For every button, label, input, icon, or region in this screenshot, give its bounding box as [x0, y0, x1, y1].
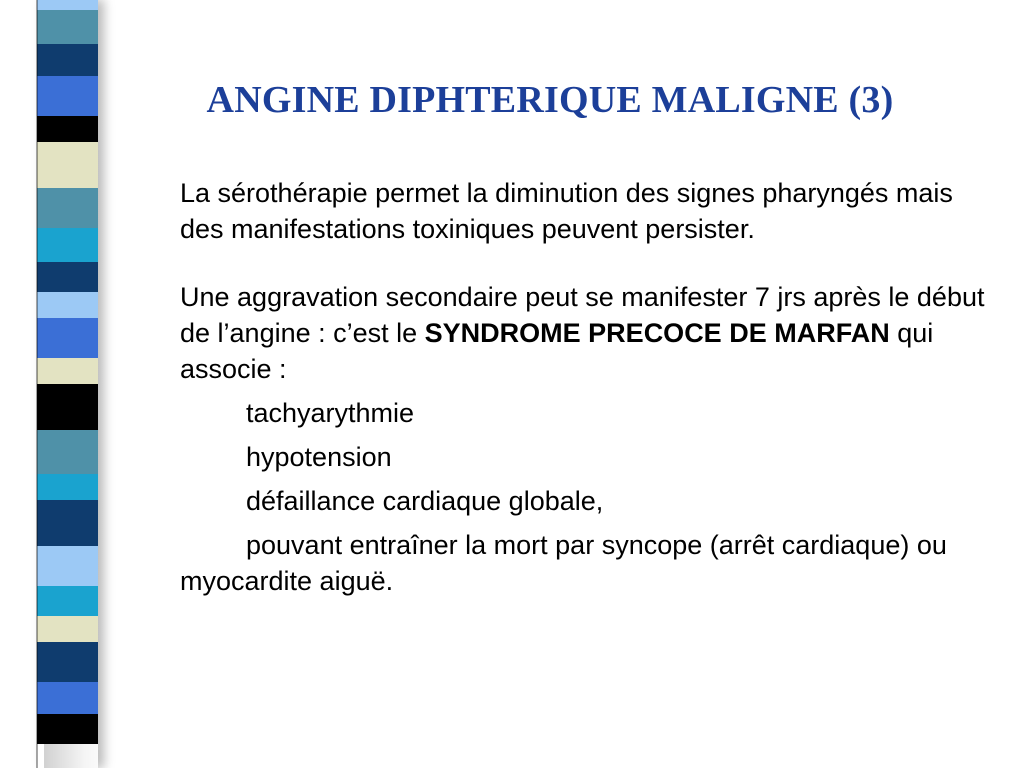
- ribbon-stripe: [37, 228, 98, 262]
- slide-body: [180, 175, 990, 599]
- ribbon-stripe: [37, 188, 98, 228]
- ribbon-stripe: [37, 616, 98, 642]
- paragraph-serotherapie: La sérothérapie permet la diminution des signes pharyngés mais des manifestations toxiniques peuvent persister.: [180, 178, 953, 244]
- ribbon-stripe: [37, 142, 98, 188]
- ribbon-stripe: [37, 10, 98, 44]
- ribbon-stripe: [37, 714, 98, 744]
- ribbon-stripe: [37, 430, 98, 474]
- ribbon-stripe: [37, 44, 98, 76]
- ribbon-stripe: [37, 682, 98, 714]
- ribbon-stripe: [37, 358, 98, 384]
- paragraph-aggravation-tail: qui associe :: [180, 318, 934, 384]
- ribbon-stripe: [37, 318, 98, 358]
- list-item-hypotension: hypotension: [246, 442, 392, 472]
- ribbon-stripe: [37, 292, 98, 318]
- list-item-mort: pouvant entraîner la mort par syncope (arrêt cardiaque) ou myocardite aiguë.: [180, 530, 947, 596]
- ribbon-stripe: [37, 0, 98, 10]
- ribbon-stripe: [37, 546, 98, 586]
- paragraph-aggravation: [180, 279, 990, 387]
- slide-title: ANGINE DIPHTERIQUE MALIGNE (3): [206, 79, 894, 121]
- ribbon-stripe: [37, 642, 98, 682]
- syndrome-name: SYNDROME PRECOCE DE MARFAN: [424, 318, 890, 348]
- ribbon-stripe: [37, 474, 98, 500]
- ribbon-stripe: [37, 586, 98, 616]
- list-item-defaillance: défaillance cardiaque globale,: [246, 486, 604, 516]
- ribbon-stripe: [37, 500, 98, 546]
- list-item-tachyarythmie: tachyarythmie: [246, 398, 415, 428]
- paragraph-aggravation-text: Une aggravation secondaire peut se manifester 7 jrs après le début de l’angine : c’est le: [180, 282, 985, 348]
- ribbon-stripe: [37, 262, 98, 292]
- ribbon-stripe: [37, 384, 98, 430]
